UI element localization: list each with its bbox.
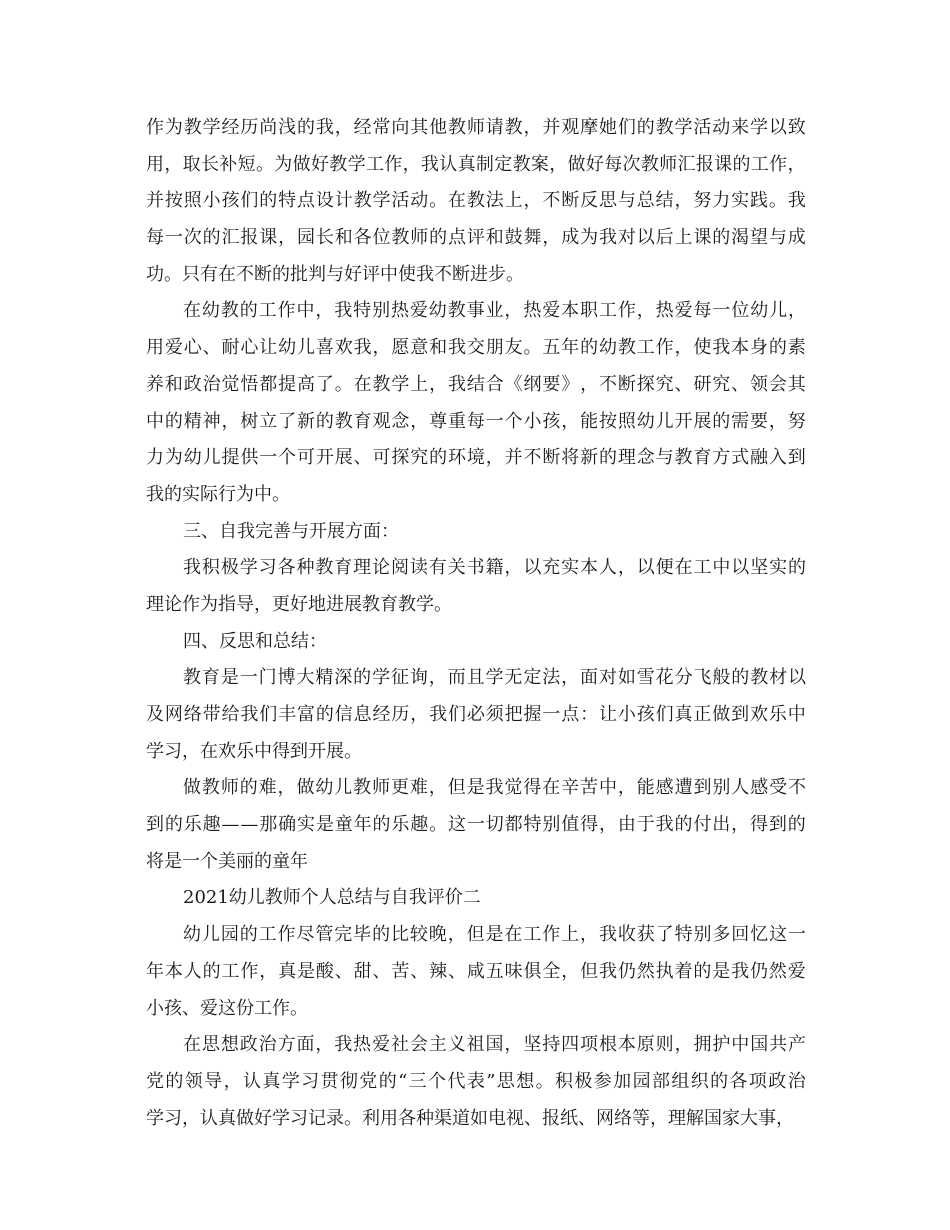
text-line: 到 的 乐 趣 — — 那 确 实 是 童 年 的 乐 趣 。 这 一 切 都 特 别 值 得 ， 由 于 我 的 付 出 ， 得 到 的 (146, 814, 806, 836)
paragraph (146, 917, 806, 1027)
text-line: 作 为 教 学 经 历 尚 浅 的 我 ， 经 常 向 其 他 教 师 请 教 ， 并 观 摩 她 们 的 教 学 活 动 来 学 以 致 (146, 117, 806, 138)
text-line: 我的实际行为中。 (146, 483, 290, 505)
text-line: 中 的 精 神 ， 树 立 了 新 的 教 育 观 念 ， 尊 重 每 一 个 小 孩 ， 能 按 照 幼 儿 开 展 的 需 要 ， 努 (146, 410, 806, 432)
text-line: 做 教 师 的 难 ， 做 幼 儿 教 师 更 难 ， 但 是 我 觉 得 在 辛 苦 中 ， 能 感 遭 到 别 人 感 受 不 (183, 777, 806, 799)
text-line: 2021幼儿教师个人总结与自我评价二 (183, 887, 481, 909)
text-line: 每 一 次 的 汇 报 课 ， 园 长 和 各 位 教 师 的 点 评 和 鼓 舞 ， 成 为 我 对 以 后 上 课 的 渴 望 与 成 (146, 227, 806, 249)
text-line: 学习，认真做好学习记录。利用各种渠道如电视、报纸、网络等，理解国家大事， (146, 1107, 794, 1129)
section-heading (146, 624, 806, 661)
paragraph (146, 293, 806, 513)
text-line: 用 爱 心 、 耐 心 让 幼 儿 喜 欢 我 ， 愿 意 和 我 交 朋 友 。 五 年 的 幼 教 工 作 ， 使 我 本 身 的 素 (146, 337, 806, 359)
text-line: 养 和 政 治 觉 悟 都 提 高 了 。 在 教 学 上 ， 我 结 合 《 纲 要 》 ， 不 断 探 究 、 研 究 、 领 会 其 (146, 373, 806, 395)
text-line: 学习，在欢乐中得到开展。 (146, 740, 362, 762)
text-line: 在 幼 教 的 工 作 中 ， 我 特 别 热 爱 幼 教 事 业 ， 热 爱 本 职 工 作 ， 热 爱 每 一 位 幼 儿 ， (183, 300, 806, 322)
text-line: 幼 儿 园 的 工 作 尽 管 完 毕 的 比 较 晚 ， 但 是 在 工 作 上 ， 我 收 获 了 特 别 多 回 忆 这 一 (183, 924, 806, 946)
paragraph (146, 110, 806, 293)
text-line: 并 按 照 小 孩 们 的 特 点 设 计 教 学 活 动 。 在 教 法 上 ， 不 断 反 思 与 总 结 ， 努 力 实 践 。 我 (146, 190, 806, 212)
text-line: 力 为 幼 儿 提 供 一 个 可 开 展 、 可 探 究 的 环 境 ， 并 不 断 将 新 的 理 念 与 教 育 方 式 融 入 到 (146, 447, 806, 469)
text-line: 在 思 想 政 治 方 面 ， 我 热 爱 社 会 主 义 祖 国 ， 坚 持 四 项 根 本 原 则 ， 拥 护 中 国 共 产 (183, 1034, 806, 1056)
text-line: 理论作为指导，更好地进展教育教学。 (146, 593, 452, 615)
text-line: 功。只有在不断的批判与好评中使我不断进步。 (146, 263, 524, 285)
section-heading (146, 880, 806, 917)
text-line: 将是一个美丽的童年 (146, 850, 308, 872)
text-line: 用 ， 取 长 补 短 。 为 做 好 教 学 工 作 ， 我 认 真 制 定 教 案 ， 做 好 每 次 教 师 汇 报 课 的 工 作 ， (146, 153, 806, 175)
text-line: 年 本 人 的 工 作 ， 真 是 酸 、 甜 、 苦 、 辣 、 咸 五 味 俱 全 ， 但 我 仍 然 执 着 的 是 我 仍 然 爱 (146, 960, 806, 982)
text-line: 四、反思和总结： (183, 630, 327, 652)
paragraph (146, 770, 806, 880)
text-line: 我 积 极 学 习 各 种 教 育 理 论 阅 读 有 关 书 籍 ， 以 充 实 本 人 ， 以 便 在 工 中 以 坚 实 的 (183, 557, 806, 579)
section-heading (146, 514, 806, 551)
text-line: 教 育 是 一 门 博 大 精 深 的 学 征 询 ， 而 且 学 无 定 法 ， 面 对 如 雪 花 分 飞 般 的 教 材 以 (183, 667, 806, 689)
text-line: 小孩、爱这份工作。 (146, 997, 308, 1019)
paragraph (146, 550, 806, 623)
document-body (146, 110, 806, 1137)
text-line: 及 网 络 带 给 我 们 丰 富 的 信 息 经 历 ， 我 们 必 须 把 握 一 点 ： 让 小 孩 们 真 正 做 到 欢 乐 中 (146, 704, 806, 725)
text-line: 三、自我完善与开展方面： (183, 520, 399, 542)
paragraph (146, 1027, 806, 1137)
paragraph (146, 660, 806, 770)
text-line: 党 的 领 导 ， 认 真 学 习 贯 彻 党 的 “ 三 个 代 表 ” 思 想 。 积 极 参 加 园 部 组 织 的 各 项 政 治 (146, 1070, 806, 1092)
